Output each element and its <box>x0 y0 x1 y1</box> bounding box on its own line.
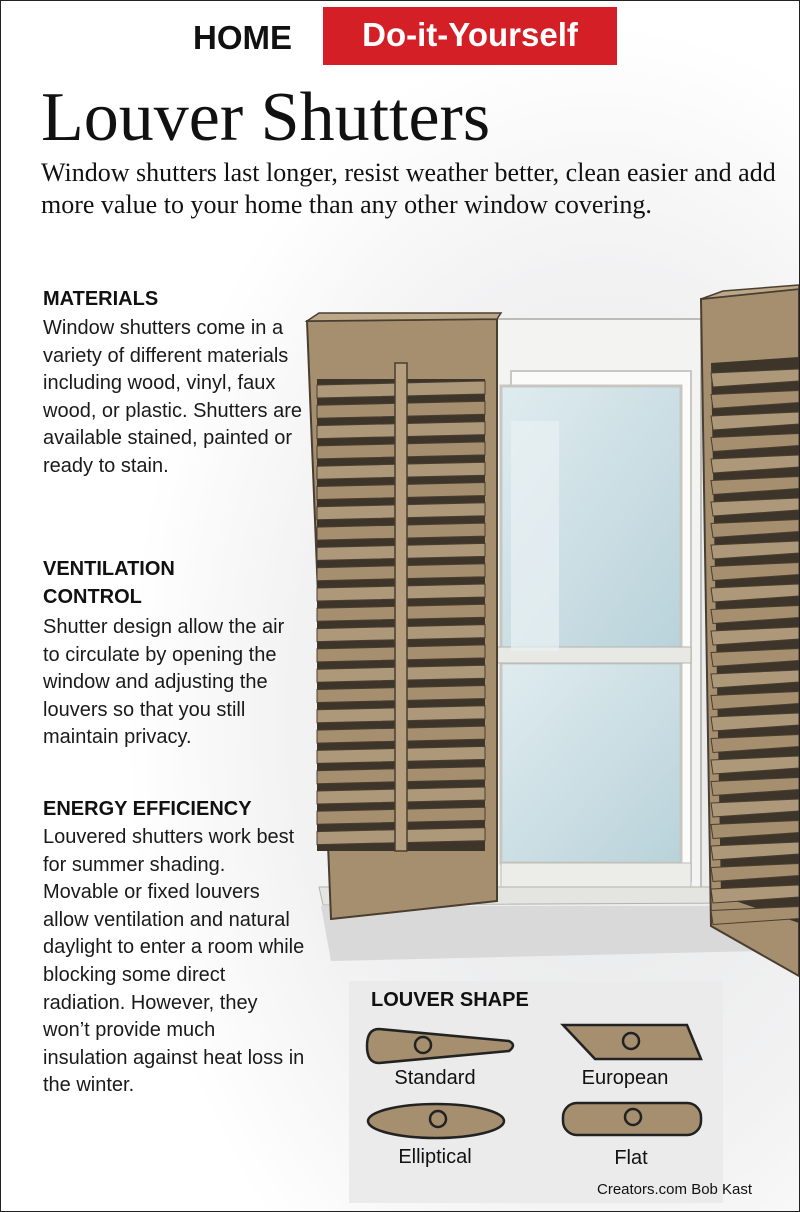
louver-shape-title: LOUVER SHAPE <box>371 989 529 1011</box>
section-heading-materials: MATERIALS <box>43 288 159 310</box>
section-heading-ventilation: VENTILATION CONTROL <box>43 558 175 608</box>
header-home-label: HOME <box>193 19 292 56</box>
section-body-ventilation: Shutter design allow the air to circulate by opening the window and adjusting the louvers so that you still maintain privacy. <box>43 616 285 749</box>
label-european: European <box>581 1067 669 1089</box>
page-title: Louver Shutters <box>41 79 491 156</box>
louver-shape-icons <box>1 1 799 1211</box>
elliptical-louver-icon <box>368 1104 504 1138</box>
intro-text: Window shutters last longer, resist weather better, clean easier and add more value to your home than any other window covering. <box>41 158 776 219</box>
header-diy-badge: Do-it-Yourself <box>323 7 617 65</box>
european-louver-icon <box>563 1025 701 1059</box>
label-elliptical: Elliptical <box>398 1146 472 1168</box>
label-standard: Standard <box>394 1067 476 1089</box>
credit-line: Creators.com Bob Kast <box>597 1181 753 1198</box>
section-body-energy: Louvered shutters work best for summer shading. Movable or fixed louvers allow ventilation and natural daylight to enter a room while blocking some direct radiation. However, they won’t provide much insulation against heat loss in the winter. <box>43 826 305 1097</box>
section-heading-energy: ENERGY EFFICIENCY <box>43 798 252 820</box>
flat-louver-icon <box>563 1103 701 1135</box>
section-body-materials: Window shutters come in a variety of different materials including wood, vinyl, faux wood, or plastic. Shutters are available stained, painted or ready to stain. <box>43 317 303 477</box>
label-flat: Flat <box>614 1147 648 1169</box>
standard-louver-icon <box>367 1029 513 1063</box>
